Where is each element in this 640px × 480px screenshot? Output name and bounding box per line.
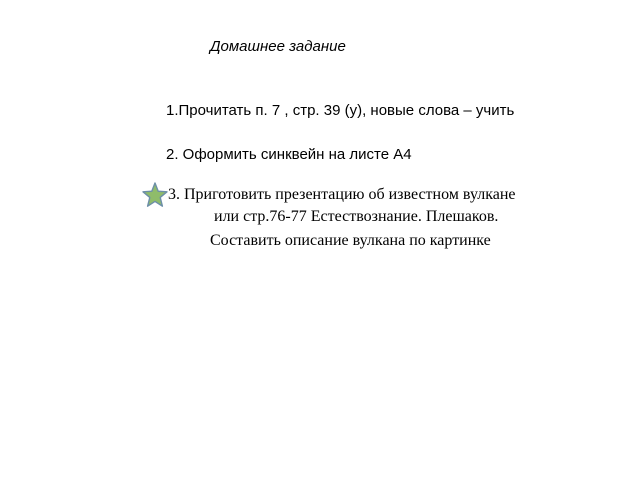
star-shape	[143, 183, 167, 206]
star-icon-svg	[142, 182, 168, 208]
homework-item-2: 2. Оформить синквейн на листе А4	[166, 146, 412, 163]
homework-item-3-line-1: 3. Приготовить презентацию об известном вулкане	[168, 186, 516, 203]
homework-item-3-line-2: или стр.76-77 Естествознание. Плешаков.	[214, 208, 499, 225]
star-icon[interactable]	[142, 182, 168, 208]
homework-item-3-line-3: Составить описание вулкана по картинке	[210, 232, 491, 249]
slide-title: Домашнее задание	[210, 38, 346, 55]
homework-item-1: 1.Прочитать п. 7 , стр. 39 (у), новые слова – учить	[166, 102, 515, 119]
